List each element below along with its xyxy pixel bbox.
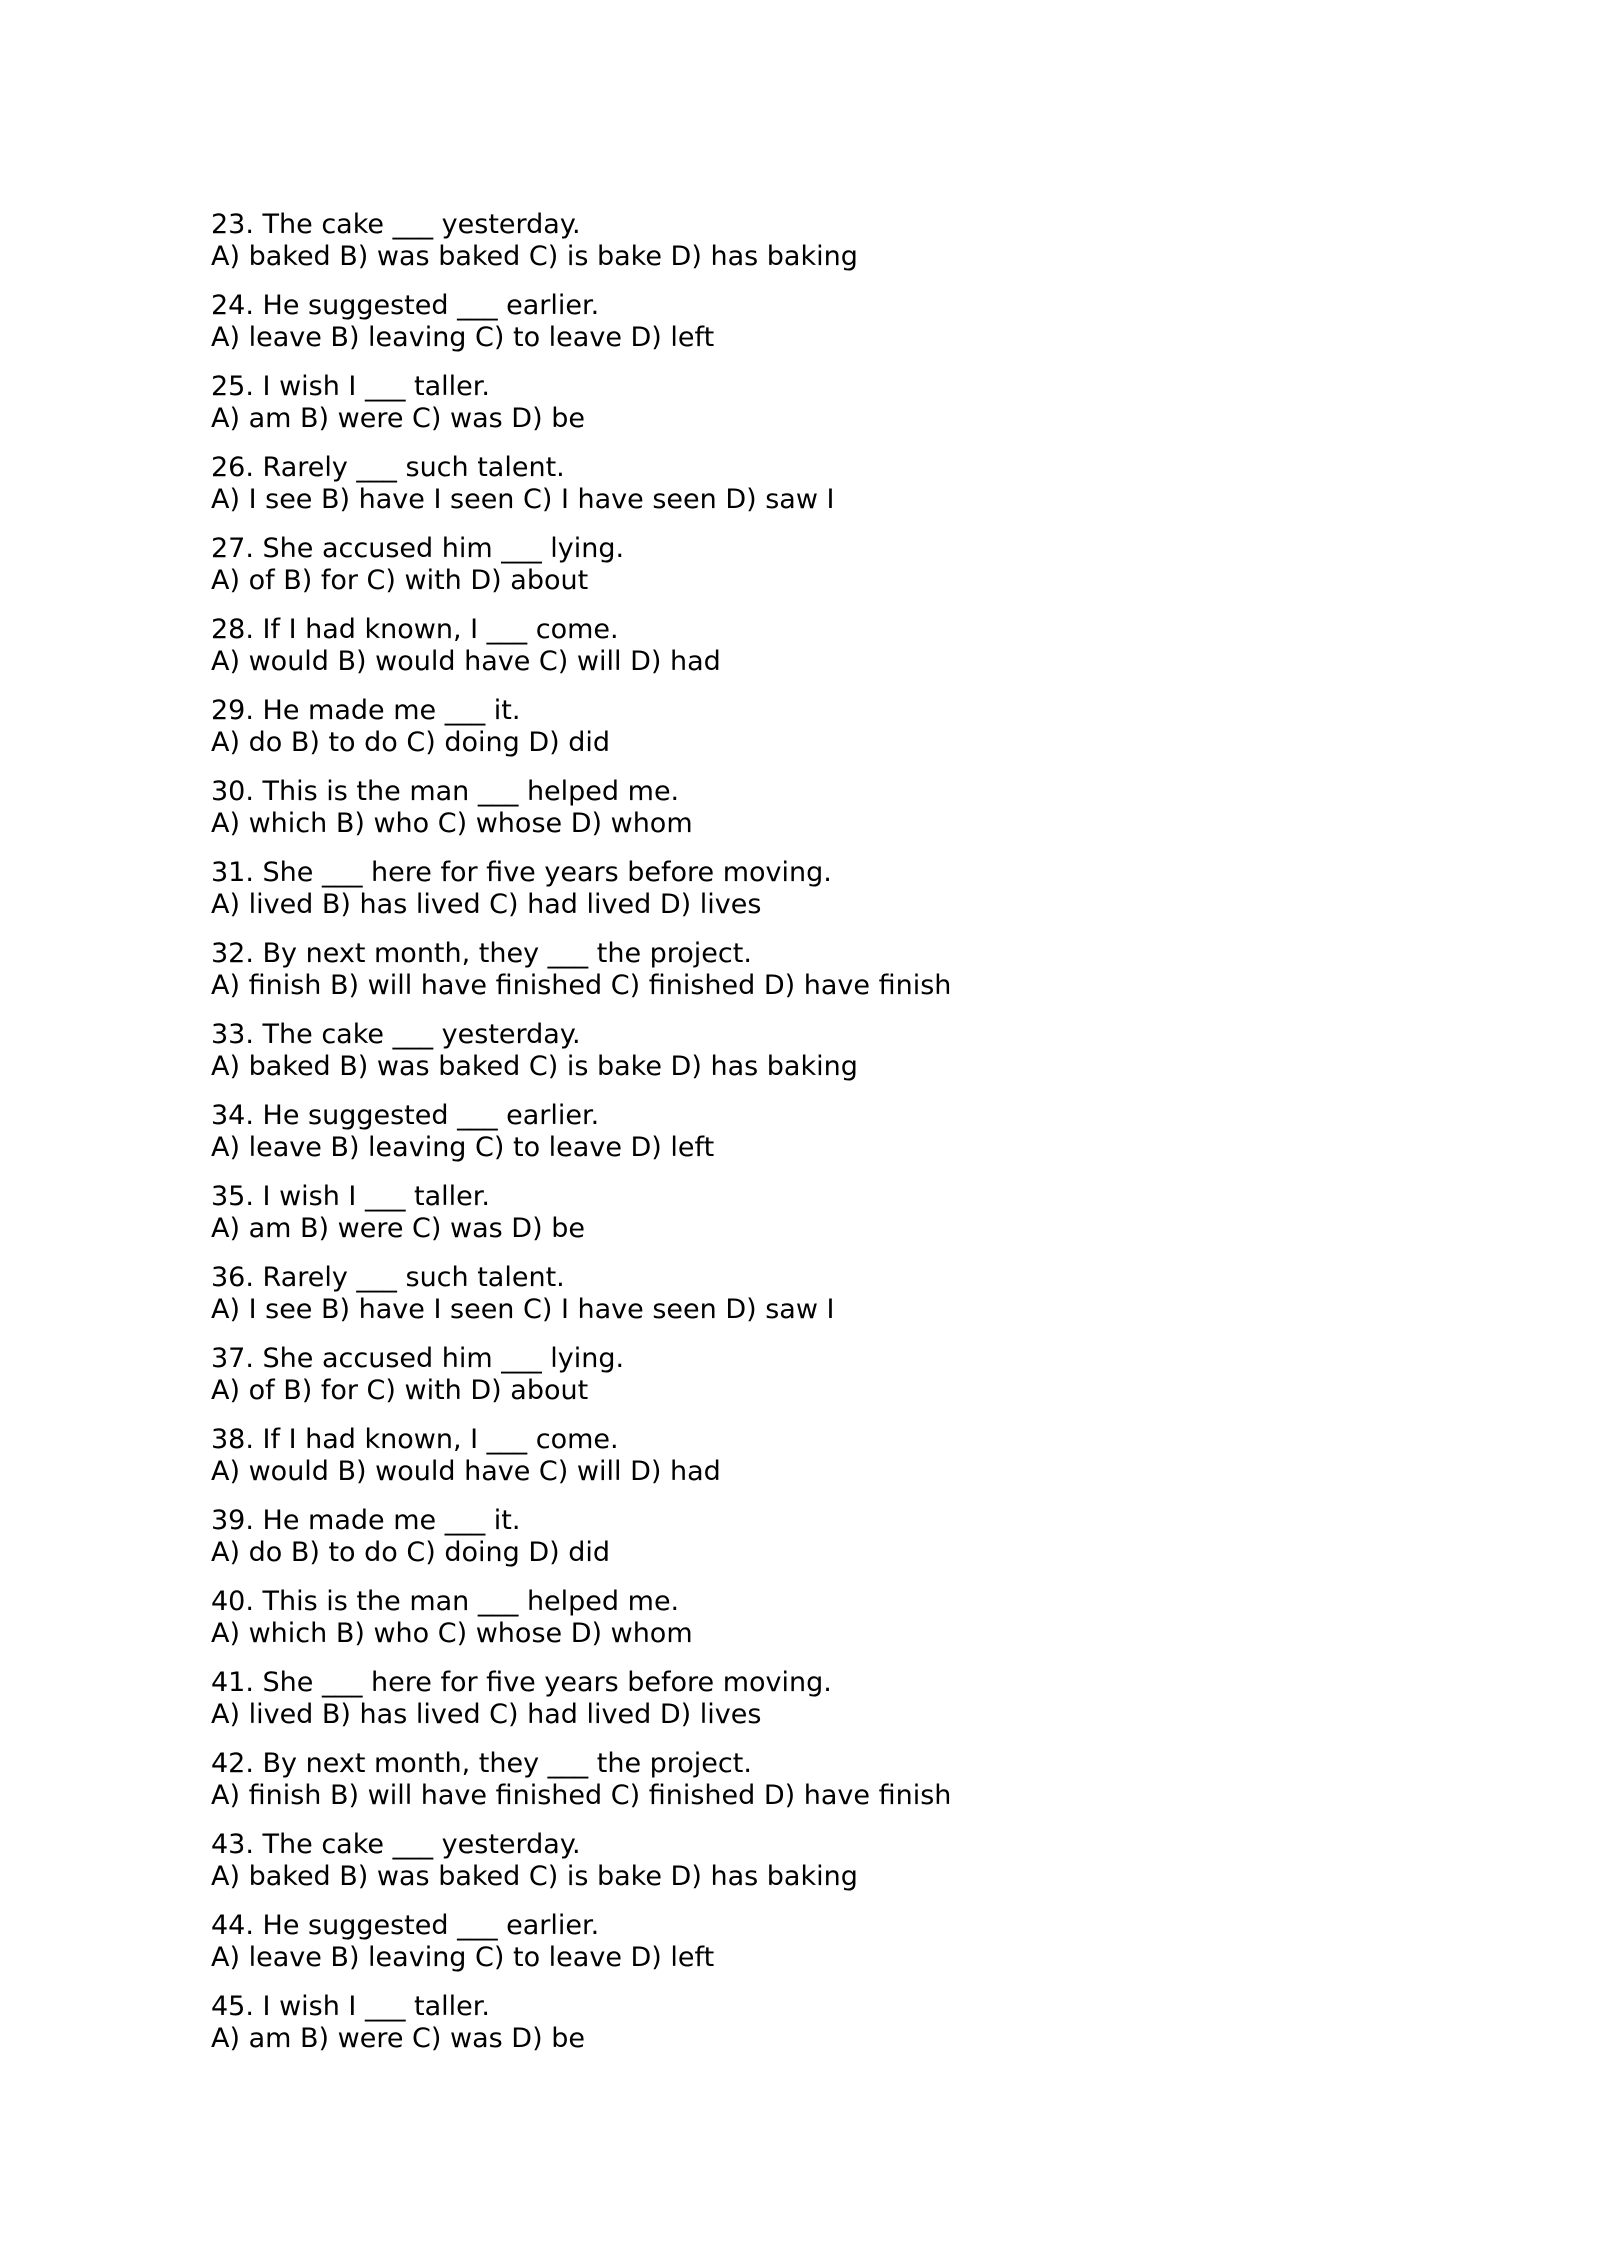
question-item <box>211 857 1411 938</box>
question-text: 35. I wish I ___ taller. <box>211 1181 490 1212</box>
question-options: A) lived B) has lived C) had lived D) lives <box>211 1699 762 1730</box>
question-item <box>211 1991 1411 2072</box>
question-text: 43. The cake ___ yesterday. <box>211 1829 581 1860</box>
question-text: 41. She ___ here for five years before moving. <box>211 1667 832 1698</box>
question-item <box>211 1667 1411 1748</box>
question-text: 24. He suggested ___ earlier. <box>211 290 600 321</box>
question-text: 34. He suggested ___ earlier. <box>211 1100 600 1131</box>
question-text: 28. If I had known, I ___ come. <box>211 614 619 645</box>
question-options: A) finish B) will have finished C) finished D) have finish <box>211 970 952 1001</box>
question-item <box>211 1424 1411 1505</box>
question-item <box>211 452 1411 533</box>
question-options: A) leave B) leaving C) to leave D) left <box>211 1942 715 1973</box>
question-text: 31. She ___ here for five years before moving. <box>211 857 832 888</box>
question-text: 38. If I had known, I ___ come. <box>211 1424 619 1455</box>
question-text: 32. By next month, they ___ the project. <box>211 938 752 969</box>
question-options: A) of B) for C) with D) about <box>211 565 589 596</box>
question-options: A) am B) were C) was D) be <box>211 1213 585 1244</box>
question-options: A) am B) were C) was D) be <box>211 2023 585 2054</box>
question-options: A) leave B) leaving C) to leave D) left <box>211 1132 715 1163</box>
question-item <box>211 290 1411 371</box>
question-options: A) of B) for C) with D) about <box>211 1375 589 1406</box>
question-item <box>211 1505 1411 1586</box>
question-options: A) do B) to do C) doing D) did <box>211 727 611 758</box>
question-item <box>211 1910 1411 1991</box>
question-item <box>211 533 1411 614</box>
question-options: A) which B) who C) whose D) whom <box>211 1618 693 1649</box>
question-item <box>211 1586 1411 1667</box>
question-options: A) I see B) have I seen C) I have seen D) saw I <box>211 1294 835 1325</box>
question-options: A) leave B) leaving C) to leave D) left <box>211 322 715 353</box>
question-options: A) am B) were C) was D) be <box>211 403 585 434</box>
question-text: 26. Rarely ___ such talent. <box>211 452 565 483</box>
question-item <box>211 614 1411 695</box>
question-text: 27. She accused him ___ lying. <box>211 533 625 564</box>
question-options: A) baked B) was baked C) is bake D) has baking <box>211 241 858 272</box>
question-text: 30. This is the man ___ helped me. <box>211 776 680 807</box>
question-options: A) do B) to do C) doing D) did <box>211 1537 611 1568</box>
question-list <box>211 209 1411 2072</box>
question-text: 29. He made me ___ it. <box>211 695 521 726</box>
question-item <box>211 776 1411 857</box>
question-item <box>211 938 1411 1019</box>
question-item <box>211 1829 1411 1910</box>
question-text: 25. I wish I ___ taller. <box>211 371 490 402</box>
question-options: A) I see B) have I seen C) I have seen D) saw I <box>211 484 835 515</box>
question-options: A) baked B) was baked C) is bake D) has baking <box>211 1051 858 1082</box>
question-options: A) would B) would have C) will D) had <box>211 1456 721 1487</box>
question-item <box>211 371 1411 452</box>
question-text: 37. She accused him ___ lying. <box>211 1343 625 1374</box>
question-text: 44. He suggested ___ earlier. <box>211 1910 600 1941</box>
question-options: A) which B) who C) whose D) whom <box>211 808 693 839</box>
question-item <box>211 1262 1411 1343</box>
question-text: 33. The cake ___ yesterday. <box>211 1019 581 1050</box>
question-item <box>211 209 1411 290</box>
question-text: 45. I wish I ___ taller. <box>211 1991 490 2022</box>
question-options: A) would B) would have C) will D) had <box>211 646 721 677</box>
question-text: 23. The cake ___ yesterday. <box>211 209 581 240</box>
question-text: 36. Rarely ___ such talent. <box>211 1262 565 1293</box>
question-item <box>211 1181 1411 1262</box>
question-item <box>211 1019 1411 1100</box>
question-text: 40. This is the man ___ helped me. <box>211 1586 680 1617</box>
question-options: A) finish B) will have finished C) finished D) have finish <box>211 1780 952 1811</box>
question-item <box>211 1343 1411 1424</box>
question-item <box>211 695 1411 776</box>
question-item <box>211 1100 1411 1181</box>
question-item <box>211 1748 1411 1829</box>
question-options: A) baked B) was baked C) is bake D) has baking <box>211 1861 858 1892</box>
question-options: A) lived B) has lived C) had lived D) lives <box>211 889 762 920</box>
question-text: 42. By next month, they ___ the project. <box>211 1748 752 1779</box>
question-text: 39. He made me ___ it. <box>211 1505 521 1536</box>
